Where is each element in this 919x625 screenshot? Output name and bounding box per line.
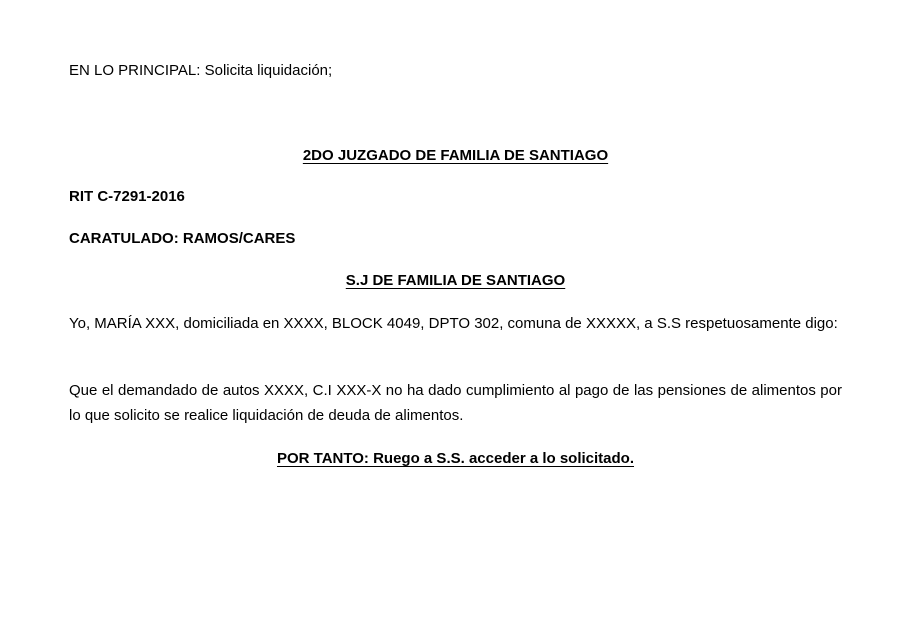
- paragraph-introduction: Yo, MARÍA XXX, domiciliada en XXXX, BLOCK 4049, DPTO 302, comuna de XXXXX, a S.S respetuosamente digo:: [69, 315, 838, 332]
- addressee-title-text: S.J DE FAMILIA DE SANTIAGO: [345, 272, 566, 289]
- addressee-title: [69, 271, 842, 291]
- closing-statement-text: POR TANTO: Ruego a S.S. acceder a lo solicitado.: [276, 450, 635, 467]
- closing-statement: [69, 449, 842, 469]
- rit-number: RIT C-7291-2016: [69, 188, 185, 205]
- court-title-text: 2DO JUZGADO DE FAMILIA DE SANTIAGO: [302, 147, 609, 164]
- court-title: [69, 146, 842, 166]
- caratulado-line: CARATULADO: RAMOS/CARES: [69, 230, 296, 247]
- document-header: EN LO PRINCIPAL: Solicita liquidación;: [69, 62, 333, 79]
- paragraph-request: Que el demandado de autos XXXX, C.I XXX-X no ha dado cumplimiento al pago de las pensiones de alimentos por lo que solicito se realice liquidación de deuda de alimentos.: [69, 382, 842, 424]
